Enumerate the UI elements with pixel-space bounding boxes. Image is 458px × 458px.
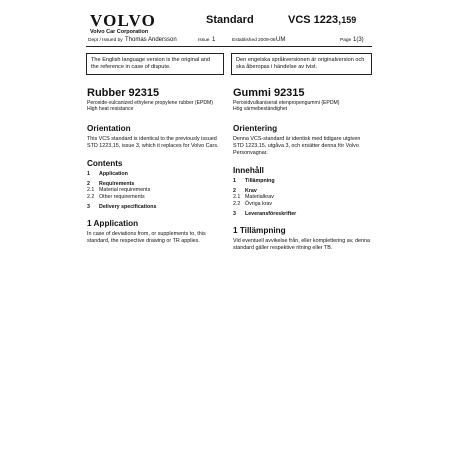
swedish-section1-text: Vid eventuell avvikelse från, eller komplettering av, denna standard gäller respektive ritning eller TB. bbox=[233, 238, 371, 252]
toc-item: 3 Leveransföreskrifter bbox=[233, 210, 297, 217]
english-title: Rubber 92315 bbox=[87, 87, 160, 99]
page-number: 1(3) bbox=[353, 37, 364, 43]
english-note-box bbox=[86, 53, 224, 75]
standard-number-main: VCS 1223, bbox=[288, 14, 342, 26]
english-column bbox=[87, 87, 225, 245]
toc-item: 2.2 Other requirements bbox=[87, 193, 145, 200]
swedish-contents-heading: Innehåll bbox=[233, 166, 264, 175]
toc-item: 2.2 Övriga krav bbox=[233, 200, 273, 207]
english-note: The English language version is the original and the reference in case of dispute. bbox=[91, 57, 211, 70]
english-orientation-heading: Orientation bbox=[87, 124, 131, 133]
english-toc bbox=[87, 171, 225, 210]
swedish-toc bbox=[233, 178, 371, 217]
page-label: Page bbox=[340, 38, 352, 43]
volvo-logo: VOLVO bbox=[90, 11, 157, 30]
swedish-note-box bbox=[231, 53, 372, 75]
swedish-title: Gummi 92315 bbox=[233, 87, 305, 99]
swedish-subtitle-1: Peroxidvulkaniserat etenpropengummi (EPDM) bbox=[233, 100, 340, 106]
document-type: Standard bbox=[206, 14, 254, 26]
swedish-section1-heading: 1 Tillämpning bbox=[233, 226, 286, 236]
english-orientation-text: This VCS standard is identical to the previously issued STD 1223,15, issue 3, which it replaces for Volvo Cars. bbox=[87, 136, 219, 149]
swedish-subtitle-2: Hög värmebeständighet bbox=[233, 106, 288, 112]
toc-item: 2 Krav bbox=[233, 188, 257, 195]
header-divider bbox=[86, 46, 372, 47]
toc-item: 2.1 Materialkrav bbox=[233, 194, 274, 201]
established-date: 2009-06 bbox=[258, 38, 276, 43]
toc-item: 2.1 Material requirements bbox=[87, 187, 151, 194]
toc-item: 3 Delivery specifications bbox=[87, 203, 157, 210]
um-code: UM bbox=[276, 37, 286, 43]
standard-number-suffix: 159 bbox=[341, 15, 357, 25]
issue-label: Issue bbox=[198, 38, 210, 43]
toc-item: 2 Requirements bbox=[87, 181, 135, 188]
english-section1-text: In case of deviations from, or supplements to, this standard, the respective drawing or TR applies. bbox=[87, 231, 206, 245]
toc-item: 1 Application bbox=[87, 171, 128, 177]
swedish-column bbox=[233, 87, 371, 252]
dept-label: Dept / Issued by bbox=[88, 38, 123, 43]
corporation-name: Volvo Car Corporation bbox=[90, 29, 149, 35]
english-subtitle-2: High heat resistance bbox=[87, 106, 134, 112]
swedish-orientation-heading: Orientering bbox=[233, 124, 278, 133]
established-label: Established bbox=[232, 38, 257, 43]
standard-number bbox=[288, 14, 356, 26]
toc-item: 1 Tillämpning bbox=[233, 178, 275, 184]
swedish-note: Den engelska språkversionen är originalversion och ska åberopas i händelse av tvist. bbox=[236, 57, 365, 70]
swedish-orientation-text: Denna VCS-standard är identisk med tidigare utgiven STD 1223,15, utgåva 3, och ersätter denna för Volvo Personvagnar. bbox=[233, 136, 361, 156]
english-section1-heading: 1 Application bbox=[87, 219, 139, 229]
english-contents-heading: Contents bbox=[87, 159, 123, 168]
issue-number: 1 bbox=[212, 37, 216, 43]
english-subtitle-1: Peroxide-vulcanized ethylene propylene rubber (EPDM) bbox=[87, 100, 213, 106]
issued-by: Thomas Andersson bbox=[125, 37, 177, 43]
